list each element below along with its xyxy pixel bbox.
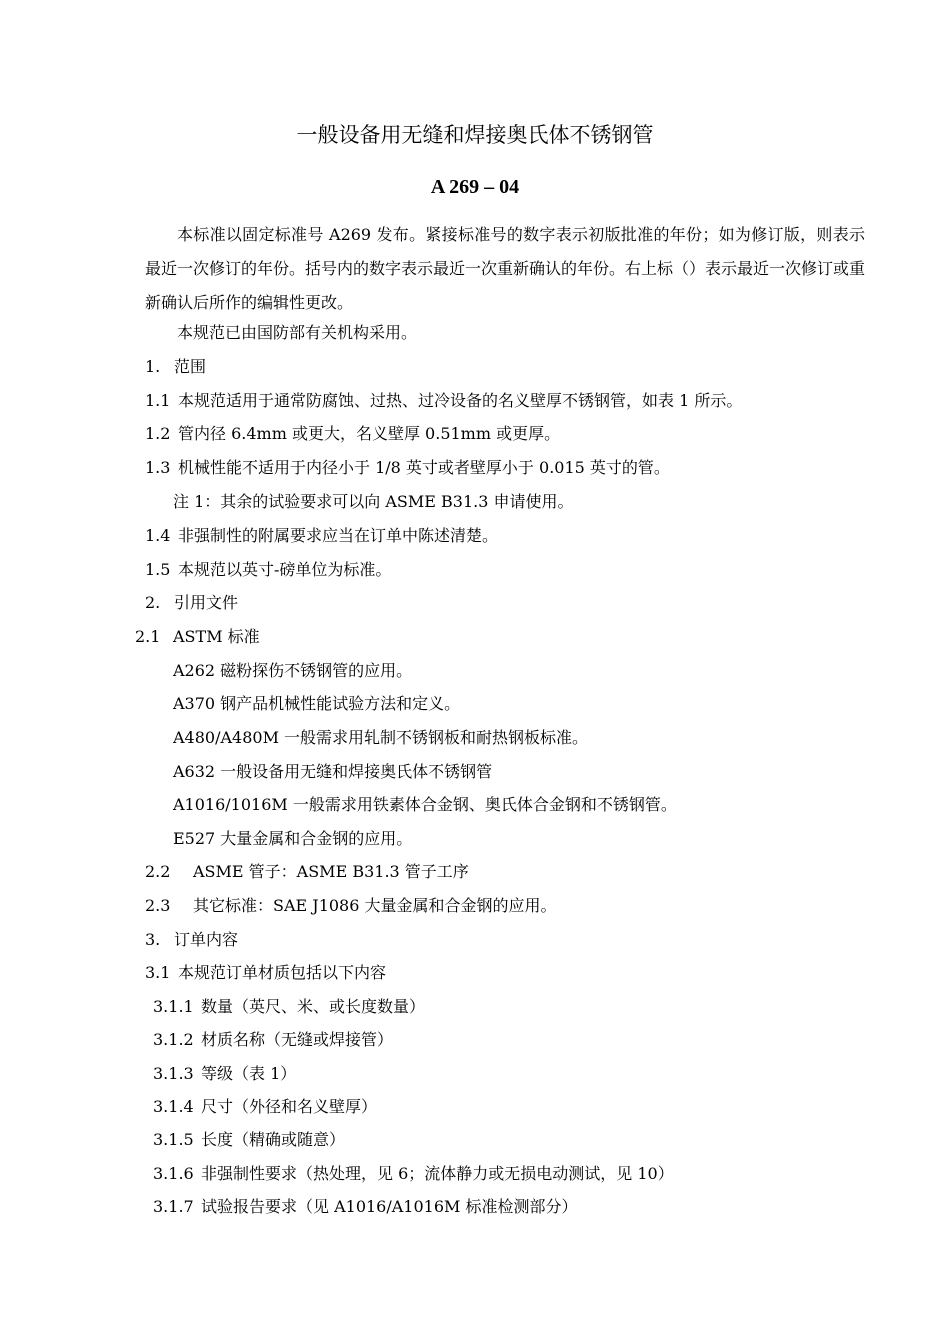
- line-number: 1.3: [145, 458, 171, 477]
- line-number: 3.1.4: [153, 1097, 194, 1116]
- line-text: 尺寸（外径和名义壁厚）: [201, 1097, 378, 1116]
- line-number: 3.: [145, 930, 161, 949]
- line-text: A632 一般设备用无缝和焊接奥氏体不锈钢管: [173, 762, 493, 781]
- reference-item: [173, 757, 492, 787]
- reference-item: [173, 656, 412, 686]
- line-text: 引用文件: [174, 593, 239, 612]
- clause-line: [145, 453, 670, 483]
- reference-item: [173, 790, 677, 820]
- line-number: 2.1: [135, 627, 161, 646]
- line-number: 1.4: [145, 526, 171, 545]
- clause-line: [135, 622, 260, 652]
- section-heading-ordering: [145, 925, 238, 955]
- subclause-line: [153, 992, 425, 1022]
- reference-item: [173, 689, 460, 719]
- line-text: A262 磁粉探伤不锈钢管的应用。: [173, 661, 413, 680]
- line-text: A1016/1016M 一般需求用铁素体合金钢、奥氏体合金钢和不锈钢管。: [173, 795, 677, 814]
- clause-line: [145, 958, 386, 988]
- line-text: 非强制性要求（热处理，见 6；流体静力或无损电动测试，见 10）: [201, 1164, 674, 1183]
- line-text: A480/A480M 一般需求用轧制不锈钢板和耐热钢板标准。: [173, 728, 589, 747]
- line-text: 其它标准：SAE J1086 大量金属和合金钢的应用。: [193, 896, 557, 915]
- line-text: 订单内容: [174, 930, 239, 949]
- line-number: 3.1.7: [153, 1197, 194, 1216]
- line-number: 3.1.5: [153, 1130, 194, 1149]
- subclause-line: [153, 1059, 296, 1089]
- line-text: 本规范适用于通常防腐蚀、过热、过冷设备的名义壁厚不锈钢管，如表 1 所示。: [178, 391, 743, 410]
- line-text: 注 1：其余的试验要求可以向 ASME B31.3 申请使用。: [173, 492, 574, 511]
- subclause-line: [153, 1159, 674, 1189]
- line-text: ASTM 标准: [173, 627, 260, 646]
- line-number: 3.1: [145, 963, 171, 982]
- line-text: 试验报告要求（见 A1016/A1016M 标准检测部分）: [201, 1197, 578, 1216]
- subclause-line: [153, 1125, 345, 1155]
- line-number: 3.1.1: [153, 997, 194, 1016]
- line-text: 管内径 6.4mm 或更大，名义壁厚 0.51mm 或更厚。: [178, 424, 561, 443]
- intro-paragraph: 本标准以固定标准号 A269 发布。紧接标准号的数字表示初版批准的年份；如为修订版，则表示最近一次修订的年份。括号内的数字表示最近一次重新确认的年份。右上标（）表示最近一次修订或重新确认后所作的编辑性更改。: [145, 225, 866, 312]
- reference-item: [173, 723, 588, 753]
- line-number: 2.: [145, 593, 161, 612]
- subclause-line: [153, 1192, 578, 1222]
- line-text: ASME 管子：ASME B31.3 管子工序: [193, 862, 469, 881]
- line-text: 范围: [174, 357, 207, 376]
- line-text: 本规范以英寸-磅单位为标准。: [178, 560, 392, 579]
- line-number: 3.1.2: [153, 1030, 194, 1049]
- section-heading-references: [145, 588, 238, 618]
- line-number: 1.: [145, 357, 161, 376]
- adoption-note: 本规范已由国防部有关机构采用。: [177, 323, 418, 342]
- line-number: 1.1: [145, 391, 171, 410]
- clause-line: [145, 555, 391, 585]
- subclause-line: [153, 1092, 377, 1122]
- line-text: 机械性能不适用于内径小于 1/8 英寸或者壁厚小于 0.015 英寸的管。: [178, 458, 670, 477]
- line-text: 材质名称（无缝或焊接管）: [201, 1030, 394, 1049]
- document-title: 一般设备用无缝和焊接奥氏体不锈钢管: [296, 123, 654, 147]
- line-text: A370 钢产品机械性能试验方法和定义。: [173, 694, 461, 713]
- clause-line: [145, 419, 560, 449]
- line-text: E527 大量金属和合金钢的应用。: [173, 829, 413, 848]
- note-line: [173, 487, 574, 517]
- subclause-line: [153, 1025, 393, 1055]
- line-text: 本规范订单材质包括以下内容: [178, 963, 387, 982]
- line-number: 1.5: [145, 560, 171, 579]
- reference-item: [173, 824, 412, 854]
- line-number: 3.1.6: [153, 1164, 194, 1183]
- standard-code: A 269 – 04: [430, 176, 520, 198]
- clause-line: [145, 386, 742, 416]
- line-text: 数量（英尺、米、或长度数量）: [201, 997, 426, 1016]
- line-text: 长度（精确或随意）: [201, 1130, 346, 1149]
- section-heading-scope: [145, 352, 206, 382]
- line-number: 1.2: [145, 424, 171, 443]
- line-number: 2.2: [145, 862, 171, 881]
- clause-line: [145, 891, 557, 921]
- line-text: 非强制性的附属要求应当在订单中陈述清楚。: [178, 526, 499, 545]
- clause-line: [145, 857, 469, 887]
- line-text: 等级（表 1）: [201, 1064, 297, 1083]
- clause-line: [145, 521, 498, 551]
- line-number: 2.3: [145, 896, 171, 915]
- line-number: 3.1.3: [153, 1064, 194, 1083]
